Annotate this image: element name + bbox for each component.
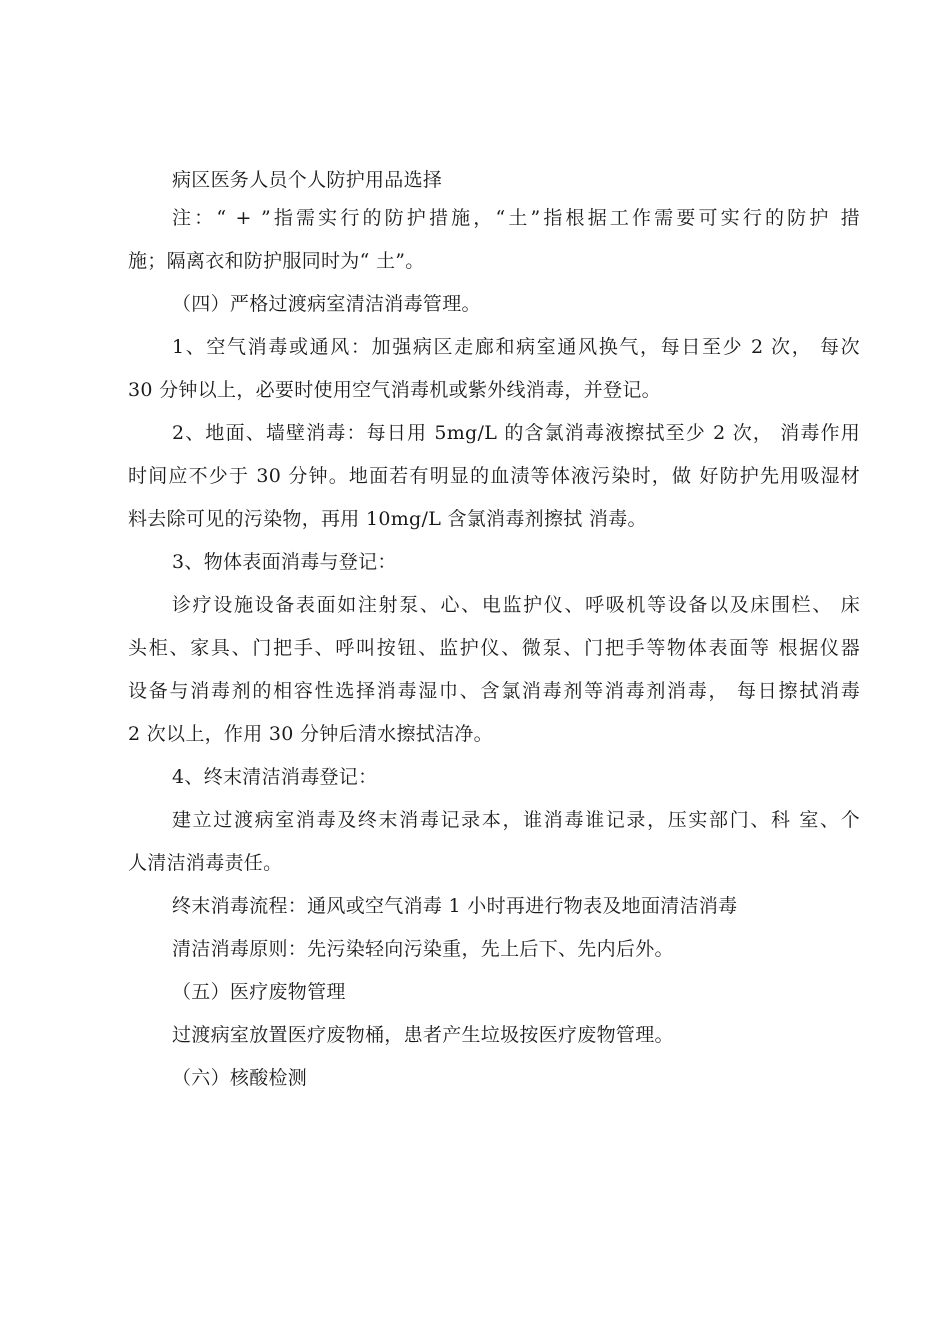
item-1-line-2: 30 分钟以上，必要时使用空气消毒机或紫外线消毒，并登记。 bbox=[128, 379, 661, 401]
item-4-heading: 4、终末清洁消毒登记： bbox=[172, 766, 378, 788]
item-3-line-3: 设备与消毒剂的相容性选择消毒湿巾、含氯消毒剂等消毒剂消毒， 每日擦拭消毒 bbox=[128, 680, 860, 702]
item-3-line-4: 2 次以上，作用 30 分钟后清水擦拭洁净。 bbox=[128, 723, 493, 745]
item-3-line-2: 头柜、家具、门把手、呼叫按钮、监护仪、微泵、门把手等物体表面等 根据仪器 bbox=[128, 637, 860, 659]
section-heading-5: （五）医疗废物管理 bbox=[172, 981, 346, 1003]
note-line-1: 注：“ + ”指需实行的防护措施，“土”指根据工作需要可实行的防护 措 bbox=[172, 207, 860, 229]
item-1-line-1: 1、空气消毒或通风：加强病区走廊和病室通风换气，每日至少 2 次， 每次 bbox=[172, 336, 860, 358]
terminal-disinfection-process: 终末消毒流程：通风或空气消毒 1 小时再进行物表及地面清洁消毒 bbox=[172, 895, 738, 917]
item-4-line-1: 建立过渡病室消毒及终末消毒记录本，谁消毒谁记录，压实部门、科 室、个 bbox=[172, 809, 860, 831]
item-2-line-1: 2、地面、墙壁消毒：每日用 5mg/L 的含氯消毒液擦拭至少 2 次， 消毒作用 bbox=[172, 422, 860, 444]
item-2-line-3: 料去除可见的污染物，再用 10mg/L 含氯消毒剂擦拭 消毒。 bbox=[128, 508, 647, 530]
disinfection-principle: 清洁消毒原则：先污染轻向污染重，先上后下、先内后外。 bbox=[172, 938, 674, 960]
item-2-line-2: 时间应不少于 30 分钟。地面若有明显的血渍等体液污染时，做 好防护先用吸湿材 bbox=[128, 465, 860, 487]
note-line-2: 施；隔离衣和防护服同时为“ 土”。 bbox=[128, 250, 425, 272]
medical-waste-text: 过渡病室放置医疗废物桶，患者产生垃圾按医疗废物管理。 bbox=[172, 1024, 674, 1046]
item-3-line-1: 诊疗设施设备表面如注射泵、心、电监护仪、呼吸机等设备以及床围栏、 床 bbox=[172, 594, 860, 616]
table-caption: 病区医务人员个人防护用品选择 bbox=[172, 169, 443, 191]
item-3-heading: 3、物体表面消毒与登记： bbox=[172, 551, 397, 573]
section-heading-6: （六）核酸检测 bbox=[172, 1067, 308, 1089]
section-heading-4: （四）严格过渡病室清洁消毒管理。 bbox=[172, 293, 481, 315]
item-4-line-2: 人清洁消毒责任。 bbox=[128, 852, 283, 874]
